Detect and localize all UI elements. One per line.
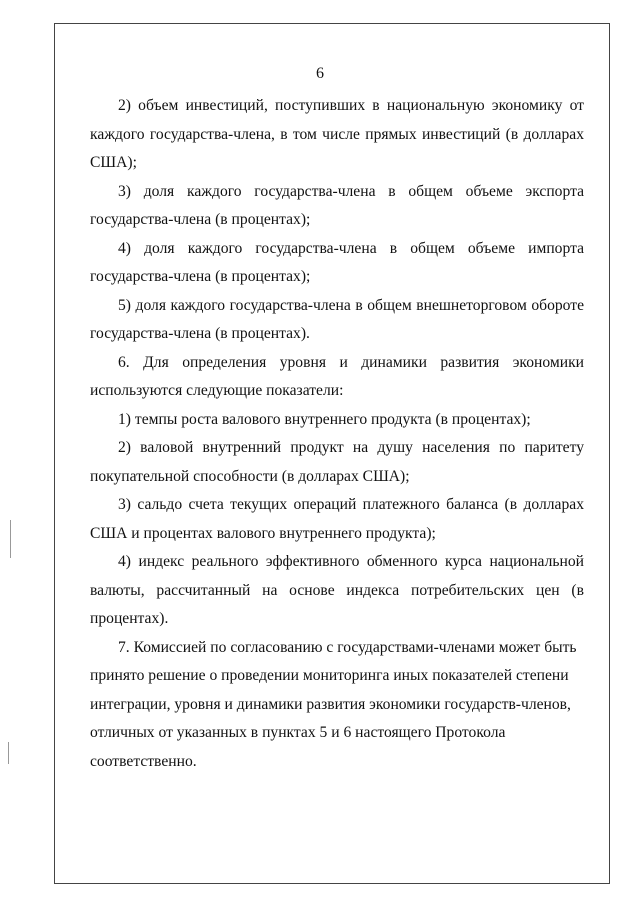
paragraph: 1) темпы роста валового внутреннего продукта (в процентах); [118,410,531,428]
paragraph: 4) доля каждого государства-члена в общем объеме импорта государства-члена (в процентах); [90,239,584,285]
paragraph: 2) валовой внутренний продукт на душу населения по паритету покупательной способности (в долларах США); [90,439,584,485]
paragraph: 3) сальдо счета текущих операций платежного баланса (в долларах США и процентах валового внутреннего продукта); [90,496,584,542]
page-number: 6 [316,65,324,82]
document-body [90,92,584,776]
paragraph: 7. Комиссией по согласованию с государствами-членами может быть принято решение о проведении мониторинга иных показателей степени интеграции, уровня и динамики развития экономики государств-членов, отличных от указанных в пунктах 5 и 6 настоящего Протокола соответственно. [90,638,577,770]
paragraph: 3) доля каждого государства-члена в общем объеме экспорта государства-члена (в процентах); [90,182,584,228]
paragraph: 2) объем инвестиций, поступивших в национальную экономику от каждого государства-члена, в том числе прямых инвестиций (в долларах США); [90,97,584,171]
paragraph: 4) индекс реального эффективного обменного курса национальной валюты, рассчитанный на основе индекса потребительских цен (в процентах). [90,553,584,627]
paragraph: 6. Для определения уровня и динамики развития экономики используются следующие показатели: [90,353,584,399]
paragraph: 5) доля каждого государства-члена в общем внешнеторговом обороте государства-члена (в процентах). [90,296,584,342]
scan-edge-mark [10,520,11,558]
scan-edge-mark [8,742,9,764]
